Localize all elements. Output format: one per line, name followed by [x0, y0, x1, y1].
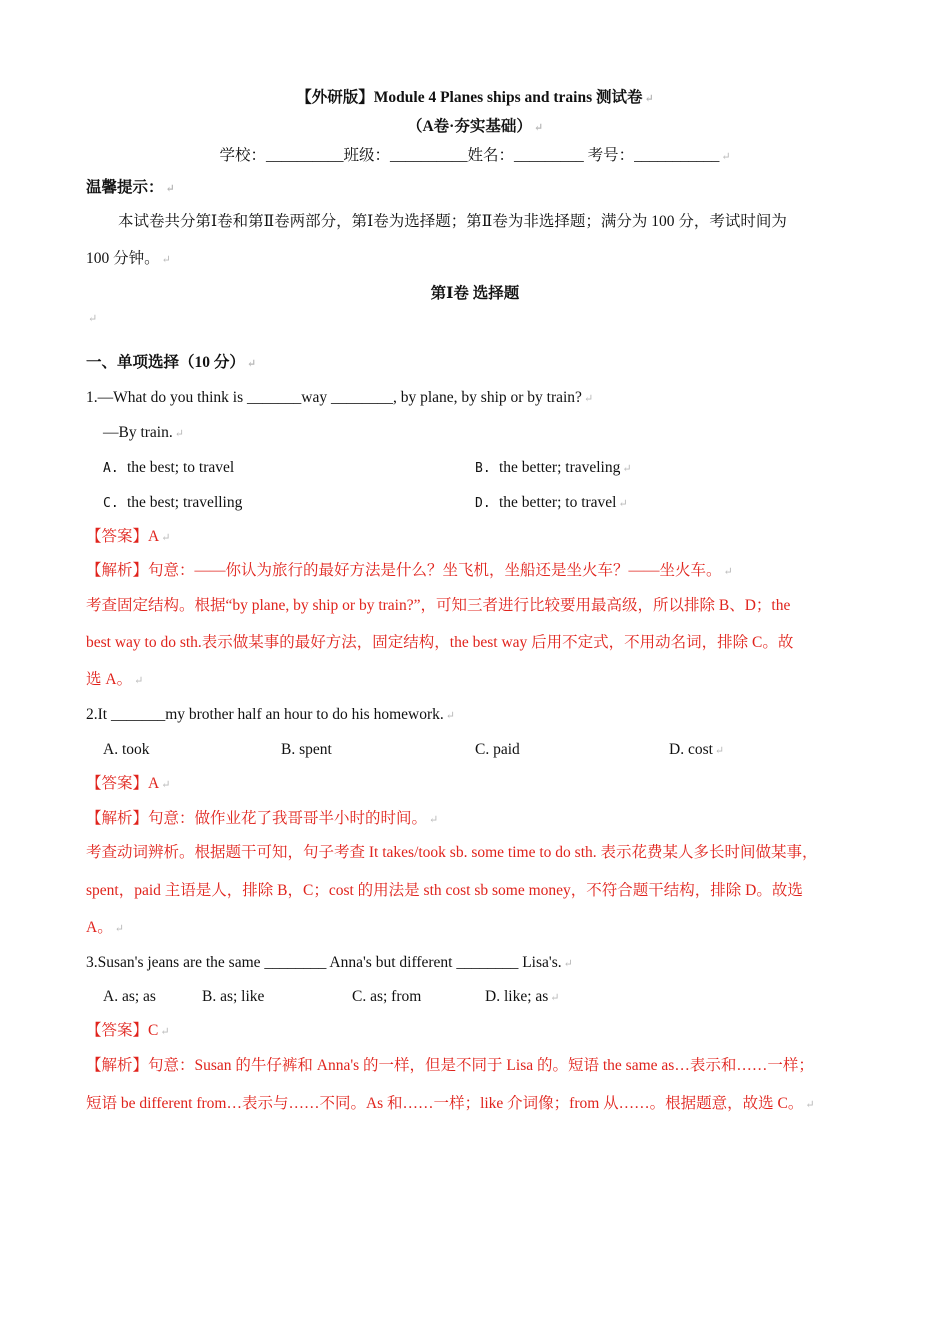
question-3-option-a[interactable]: A. as; as: [103, 988, 156, 1005]
question-1-analysis-line: 考查固定结构。根据“by plane, by ship or by train?”，可知三者进行比较要用最高级，所以排除 B、D；the: [86, 597, 791, 614]
question-2-analysis-line: 考查动词辨析。根据题干可知，句子考查 It takes/took sb. some time to do sth. 表示花费某人多长时间做某事，: [86, 844, 818, 861]
question-1-stem-reply: —By train. ↵: [103, 424, 184, 441]
question-1-option-a[interactable]: A. the best; to travel: [103, 459, 235, 476]
question-3-answer: 【答案】C ↵: [86, 1022, 170, 1039]
question-1-stem: 1.—What do you think is _______way ________, by plane, by ship or by train? ↵: [86, 389, 594, 406]
question-2-option-d[interactable]: D. cost ↵: [669, 741, 725, 758]
question-2-analysis-line: A。 ↵: [86, 919, 124, 936]
question-2-analysis-line: spent，paid 主语是人，排除 B，C；cost 的用法是 sth cost sb some money，不符合题干结构，排除 D。故选: [86, 882, 803, 899]
question-3-option-d[interactable]: D. like; as ↵: [485, 988, 560, 1005]
question-2-option-b[interactable]: B. spent: [281, 741, 332, 758]
question-1-option-c[interactable]: C. the best; travelling: [103, 494, 243, 511]
student-info-line: 学校：__________班级：__________姓名：_________ 考号：___________ ↵: [219, 147, 731, 164]
exam-subtitle: （A卷·夯实基础） ↵: [406, 118, 544, 135]
question-3-option-b[interactable]: B. as; like: [202, 988, 265, 1005]
question-2-option-c[interactable]: C. paid: [475, 741, 520, 758]
question-1-analysis-line: best way to do sth.表示做某事的最好方法，固定结构，the best way 后用不定式，不用动名词，排除 C。故: [86, 634, 794, 651]
exam-title: 【外研版】Module 4 Planes ships and trains 测试卷 ↵: [296, 89, 654, 106]
part-title: 第Ⅰ卷 选择题: [430, 285, 520, 302]
question-3-analysis-line: 短语 be different from…表示与……不同。As 和……一样；like 介词像；from 从……。根据题意，故选 C。 ↵: [86, 1095, 815, 1112]
question-1-option-b[interactable]: B. the better; traveling ↵: [475, 459, 632, 476]
question-2-stem: 2.It _______my brother half an hour to do his homework. ↵: [86, 706, 455, 723]
tips-label: 温馨提示： ↵: [86, 179, 175, 196]
question-3-option-c[interactable]: C. as; from: [352, 988, 422, 1005]
question-1-option-d[interactable]: D. the better; to travel ↵: [475, 494, 628, 511]
question-1-answer: 【答案】A ↵: [86, 528, 171, 545]
question-3-stem: 3.Susan's jeans are the same ________ Anna's but different ________ Lisa's. ↵: [86, 954, 573, 971]
question-2-option-a[interactable]: A. took: [103, 741, 150, 758]
question-1-analysis-line: 【解析】句意：——你认为旅行的最好方法是什么？坐飞机，坐船还是坐火车？——坐火车。 ↵: [86, 562, 733, 579]
question-2-answer: 【答案】A ↵: [86, 775, 171, 792]
question-2-analysis-line: 【解析】句意：做作业花了我哥哥半小时的时间。 ↵: [86, 810, 439, 827]
blank-paragraph: ↵: [88, 313, 98, 325]
tips-line-2: 100 分钟。 ↵: [86, 250, 171, 267]
question-3-analysis-line: 【解析】句意：Susan 的牛仔裤和 Anna's 的一样，但是不同于 Lisa 的。短语 the same as…表示和……一样；: [86, 1057, 814, 1074]
section-title: 一、单项选择（10 分） ↵: [86, 354, 257, 371]
tips-line-1: 本试卷共分第Ⅰ卷和第Ⅱ卷两部分，第Ⅰ卷为选择题；第Ⅱ卷为非选择题；满分为 100 分，考试时间为: [118, 213, 787, 230]
question-1-analysis-line: 选 A。 ↵: [86, 671, 144, 688]
